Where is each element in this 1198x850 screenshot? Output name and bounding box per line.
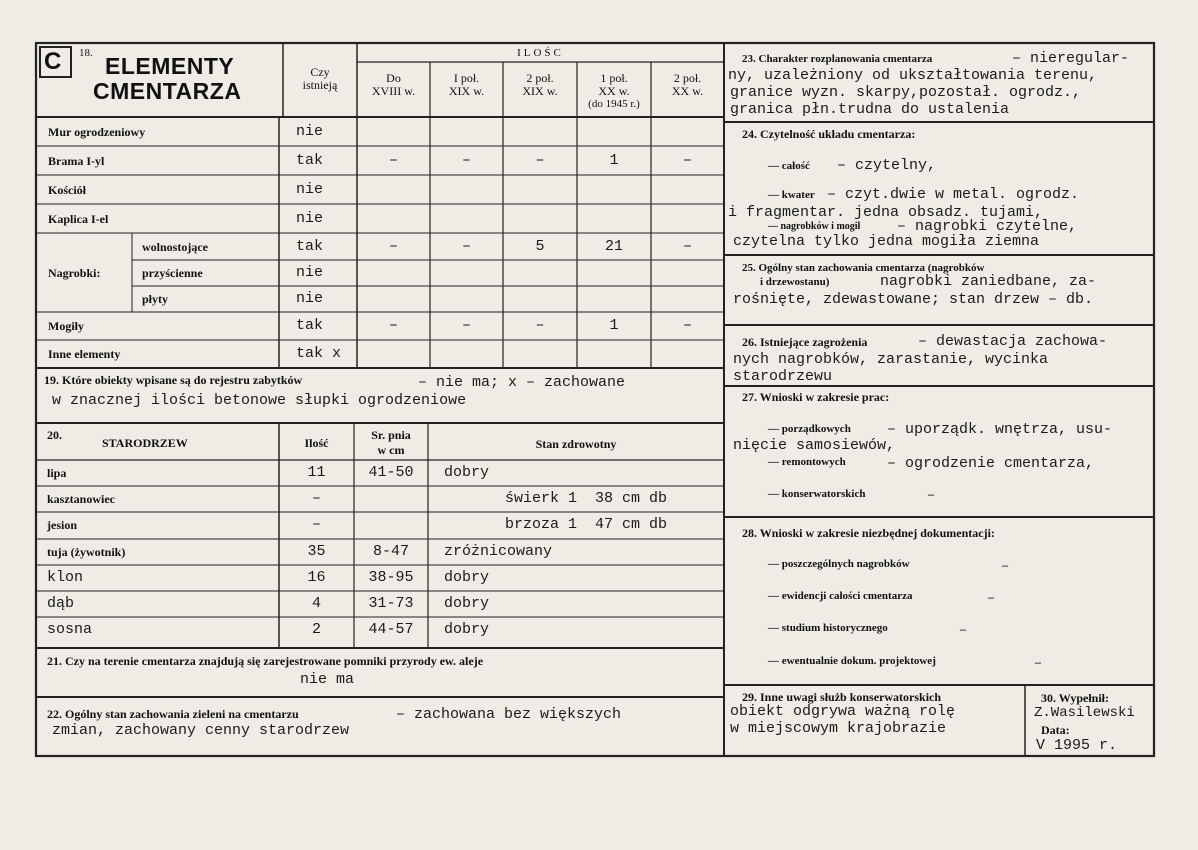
element-period-value: – [388, 317, 398, 334]
element-exists: nie [296, 210, 324, 227]
tree-diameter: 38-95 [368, 569, 414, 586]
section-letter: C [44, 48, 62, 75]
element-exists: nie [296, 264, 324, 281]
title-line-1: ELEMENTY [105, 53, 235, 79]
tree-count: 11 [307, 464, 326, 481]
q24-graves-label: — nagrobków i mogił [768, 221, 861, 232]
period-header-line2: XIX w. [448, 84, 485, 98]
tree-count: 35 [307, 543, 326, 560]
element-period-value: – [461, 152, 471, 169]
q27-repair-value: – ogrodzenie cmentarza, [887, 455, 1095, 472]
q26-line-3: starodrzewu [733, 368, 833, 385]
q27-cleanup-label: — porządkowych [768, 423, 851, 435]
tree-health: dobry [444, 621, 490, 638]
q26-line-1: – dewastacja zachowa- [918, 333, 1108, 350]
q27-conservation-label: — konserwatorskich [768, 488, 866, 500]
q30-name: Z.Wasilewski [1034, 705, 1135, 721]
q24-quarters-cont: i fragmentar. jedna obsadz. tujami, [728, 204, 1044, 221]
element-exists: tak x [296, 345, 342, 362]
tree-health: dobry [444, 569, 490, 586]
q23-line-4: granica płn.trudna do ustalenia [730, 101, 1010, 118]
element-exists: nie [296, 181, 324, 198]
period-header-line2: XIX w. [522, 84, 558, 98]
q23-label: 23. Charakter rozplanowania cmentarza [742, 53, 933, 65]
q26-line-2: nych nagrobków, zarastanie, wycinka [733, 351, 1049, 368]
tree-diameter: 41-50 [368, 464, 414, 481]
period-header-line1: Do [386, 71, 401, 85]
q22-answer-2: zmian, zachowany cenny starodrzew [52, 722, 350, 739]
element-subtype: przyścienne [142, 266, 203, 280]
element-period-value: – [388, 238, 398, 255]
q21-answer: nie ma [300, 671, 355, 688]
tree-name: klon [47, 569, 84, 586]
element-exists: nie [296, 123, 324, 140]
q22-answer-1: – zachowana bez większych [396, 706, 622, 723]
q30-label: 30. Wypełnił: [1041, 691, 1110, 705]
element-name: Inne elementy [48, 347, 121, 361]
element-period-value: 1 [609, 152, 619, 169]
trees-title: STARODRZEW [102, 436, 188, 450]
element-name: Brama I-yl [48, 154, 105, 168]
q26-label: 26. Istniejące zagrożenia [742, 335, 868, 349]
section-number: 18. [79, 47, 93, 59]
q25-line-2: rośnięte, zdewastowane; stan drzew – db. [733, 291, 1094, 308]
element-name: Kaplica I-el [48, 212, 109, 226]
q23-line-2: ny, uzależniony od ukształtowania terenu, [728, 67, 1098, 84]
tree-health: dobry [444, 464, 490, 481]
tree-count: – [311, 516, 321, 533]
element-period-value: – [461, 317, 471, 334]
q24-graves-cont: czytelna tylko jedna mogiła ziemna [733, 233, 1040, 250]
period-header-line1: 2 poł. [526, 71, 554, 85]
title-line-2: CMENTARZA [93, 78, 242, 104]
tree-health: świerk 1 38 cm db [505, 490, 668, 507]
element-name: Mogiły [48, 319, 84, 333]
period-header-line1: I poł. [453, 71, 480, 85]
period-header-line3: (do 1945 r.) [588, 98, 640, 110]
q28-item-value: – [988, 590, 994, 604]
element-period-value: 1 [609, 317, 619, 334]
q27-repair-label: — remontowych [768, 456, 846, 468]
q25-label-1: 25. Ogólny stan zachowania cmentarza (nagrobków [742, 262, 985, 274]
q25-line-1: nagrobki zaniedbane, za- [880, 273, 1097, 290]
trees-diam-header-1: Sr. pnia [371, 428, 411, 442]
element-exists: tak [296, 317, 324, 334]
trees-count-header: Ilość [304, 436, 329, 450]
tree-health: brzoza 1 47 cm db [505, 516, 668, 533]
tree-count: 16 [307, 569, 326, 586]
element-subtype: wolnostojące [142, 240, 208, 254]
tree-health: dobry [444, 595, 490, 612]
element-exists: nie [296, 290, 324, 307]
q29-line-2: w miejscowym krajobrazie [730, 720, 947, 737]
tree-count: 4 [311, 595, 321, 612]
q28-item-label: — ewidencji całości cmentarza [768, 590, 913, 602]
ilosc-header: ILOŚC [517, 47, 564, 59]
element-name: Mur ogrodzeniowy [48, 125, 146, 139]
element-period-value: 5 [535, 238, 545, 255]
tree-diameter: 31-73 [368, 595, 414, 612]
tree-diameter: 44-57 [368, 621, 414, 638]
period-header-line1: 2 poł. [673, 71, 702, 85]
element-period-value: – [682, 152, 692, 169]
q23-line-3: granice wyzn. skarpy,pozostał. ogrodz., [730, 84, 1082, 101]
trees-health-header: Stan zdrowotny [535, 437, 617, 451]
tree-name: lipa [47, 466, 67, 480]
q27-cleanup-value: – uporządk. wnętrza, usu- [887, 421, 1113, 438]
q30-date: V 1995 r. [1036, 737, 1118, 754]
element-period-value: – [535, 152, 545, 169]
trees-diam-header-2: w cm [377, 443, 405, 457]
tree-name: tuja (żywotnik) [47, 545, 126, 559]
q29-label: 29. Inne uwagi służb konserwatorskich [742, 690, 942, 704]
q28-item-label: — ewentualnie dokum. projektowej [768, 655, 936, 667]
tree-name: kasztanowiec [47, 492, 115, 506]
element-period-value: – [682, 238, 692, 255]
q23-line-1: – nieregular- [1012, 50, 1130, 67]
tree-count: – [311, 490, 321, 507]
tree-count: 2 [311, 621, 321, 638]
period-header-line2: XX w. [598, 84, 630, 98]
tree-diameter: 8-47 [372, 543, 409, 560]
tree-name: sosna [47, 621, 93, 638]
q19-answer-2: w znacznej ilości betonowe słupki ogrodzeniowe [52, 392, 467, 409]
q27-label: 27. Wnioski w zakresie prac: [742, 390, 890, 404]
q27-conservation-value: – [928, 487, 934, 501]
element-subtype: płyty [142, 292, 169, 306]
q28-item-value: – [960, 622, 966, 636]
q25-label-2: i drzewostanu) [760, 276, 830, 288]
q21-label: 21. Czy na terenie cmentarza znajdują się zarejestrowane pomniki przyrody ew. aleje [47, 654, 484, 668]
q24-whole-label: — całość [768, 160, 810, 172]
q28-item-label: — poszczególnych nagrobków [768, 558, 910, 570]
period-header-line2: XVIII w. [371, 84, 416, 98]
q30-date-label: Data: [1041, 723, 1070, 737]
col-exists-header: Czy istnieją [302, 65, 338, 92]
element-period-value: – [461, 238, 471, 255]
q29-line-1: obiekt odgrywa ważną rolę [730, 703, 956, 720]
q24-whole-value: – czytelny, [837, 157, 937, 174]
q19-label: 19. Które obiekty wpisane są do rejestru zabytków [44, 373, 303, 387]
q28-label: 28. Wnioski w zakresie niezbędnej dokumentacji: [742, 526, 995, 540]
period-header-line2: XX w. [671, 84, 704, 98]
q28-item-label: — studium historycznego [768, 622, 888, 634]
element-period-value: – [388, 152, 398, 169]
element-name: Kościół [48, 183, 86, 197]
tree-health: zróżnicowany [444, 543, 553, 560]
q19-answer-1: – nie ma; x – zachowane [418, 374, 626, 391]
tree-name: jesion [47, 518, 77, 532]
element-period-value: 21 [604, 238, 623, 255]
nagrobki-label: Nagrobki: [48, 266, 101, 280]
q24-quarters-value: – czyt.dwie w metal. ogrodz. [827, 186, 1080, 203]
q22-label: 22. Ogólny stan zachowania zieleni na cmentarzu [47, 707, 299, 721]
q24-graves-value: – nagrobki czytelne, [897, 218, 1078, 235]
q27-cleanup-cont: nięcie samosiewów, [733, 437, 896, 454]
q28-item-value: – [1002, 558, 1008, 572]
element-exists: tak [296, 152, 324, 169]
tree-name: dąb [47, 595, 75, 612]
period-header-line1: 1 poł. [600, 71, 628, 85]
q28-item-value: – [1035, 655, 1041, 669]
element-period-value: – [682, 317, 692, 334]
element-period-value: – [535, 317, 545, 334]
trees-num: 20. [47, 428, 62, 442]
q24-quarters-label: — kwater [768, 189, 815, 201]
q24-label: 24. Czytelność układu cmentarza: [742, 127, 916, 141]
element-exists: tak [296, 238, 324, 255]
